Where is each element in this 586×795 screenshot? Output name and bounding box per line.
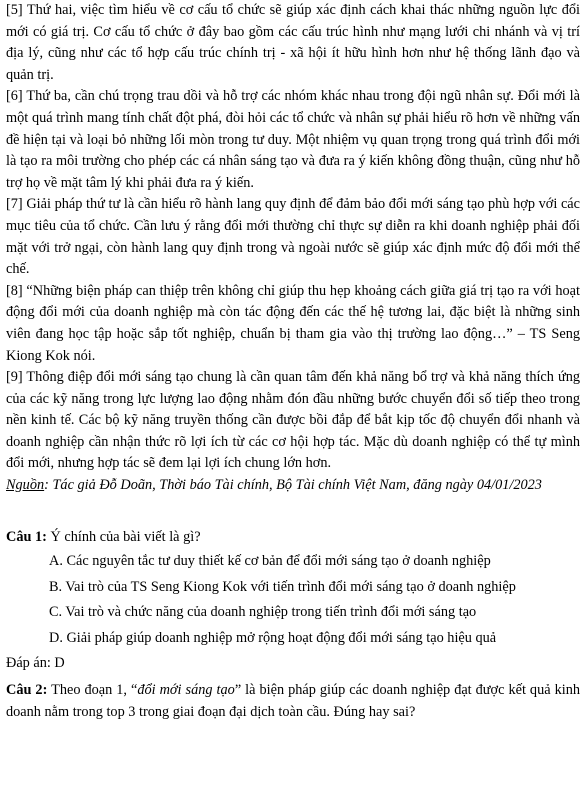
question-2-text-italic: đổi mới sáng tạo	[137, 682, 235, 699]
paragraph-8: [8] “Những biện pháp can thiệp trên không chỉ giúp thu hẹp khoảng cách giữa giá trị tạo ra với hoạt động đổi mới của doanh nghiệp mà còn tác động đến các thế hệ tương lai, đặc biệt là những sinh viên đang học tập hoặc sắp tốt nghiệp, chuẩn bị tham gia vào thị trường lao động…” – TS Seng Kiong Kok nói.	[6, 282, 580, 364]
spacer	[6, 497, 580, 527]
option-a: A. Các nguyên tắc tư duy thiết kế cơ bản để đổi mới sáng tạo ở doanh nghiệp	[49, 553, 491, 570]
question-2-label: Câu 2:	[6, 682, 48, 699]
question-1	[6, 527, 580, 549]
question-1-options	[6, 551, 580, 649]
option-d: D. Giải pháp giúp doanh nghiệp mở rộng hoạt động đổi mới sáng tạo hiệu quả	[49, 630, 497, 647]
paragraph-9: [9] Thông điệp đổi mới sáng tạo chung là cần quan tâm đến khả năng bổ trợ và khả năng thích ứng của các kỹ năng trong lực lượng lao động nhằm đón đầu những bước chuyển đổi số tiếp theo trong nền kinh tế. Các bộ kỹ năng truyền thống cần được bồi đắp để bắt kịp tốc độ chuyển đổi nhanh và doanh nghiệp cần nhận thức rõ lợi ích từ các cơ hội hợp tác. Mặc dù doanh nghiệp có thể tự mình đổi mới, nhưng hợp tác sẽ đem lại lợi ích chung lớn hơn.	[6, 369, 580, 472]
question-1-label: Câu 1:	[6, 528, 47, 545]
source-citation	[6, 475, 580, 497]
paragraph-5: [5] Thứ hai, việc tìm hiểu về cơ cấu tổ chức sẽ giúp xác định cách khai thác những nguồn lực đổi mới có giá trị. Cơ cấu tổ chức ở đây bao gồm các cấu trúc hình như mạng lưới chi nhánh và vị trí địa lý, cũng như các tổ hợp cấu trúc chính trị - xã hội ít hữu hình hơn như hệ thống lãnh đạo và quản trị.	[6, 2, 580, 83]
paragraph-6: [6] Thứ ba, cần chú trọng trau dồi và hỗ trợ các nhóm khác nhau trong đội ngũ nhân sự. Đổi mới là một quá trình mang tính chất đột phá, đòi hỏi các tổ chức và nhân sự phải hiểu rõ hơn về những vấn đề hiện tại và loại bỏ những lối mòn trong tư duy. Một nhiệm vụ quan trọng trong quá trình đổi mới là tạo ra môi trường cho phép các cá nhân sáng tạo và đưa ra ý kiến không đồng thuận, cũng như hỗ trợ họ về mặt tâm lý khi phải đưa ra ý kiến.	[6, 88, 580, 191]
question-2-text-after: ” là biện pháp giúp các doanh nghiệp đạt được kết quả kinh doanh nằm trong top 3 trong giai đoạn đại dịch toàn cầu. Đúng hay sai?	[6, 682, 580, 720]
option-c: C. Vai trò và chức năng của doanh nghiệp trong tiến trình đổi mới sáng tạo	[49, 604, 477, 621]
question-2-text-before: Theo đoạn 1, “	[47, 682, 138, 699]
option-b: B. Vai trò của TS Seng Kiong Kok với tiến trình đổi mới sáng tạo ở doanh nghiệp	[49, 578, 516, 595]
source-label: Nguồn	[6, 477, 45, 494]
question-1-answer: Đáp án: D	[6, 654, 65, 671]
paragraph-7: [7] Giải pháp thứ tư là cần hiểu rõ hành lang quy định để đảm bảo đổi mới sáng tạo phù hợp với các mục tiêu của tổ chức. Cần lưu ý rằng đổi mới thường chỉ thực sự diễn ra khi doanh nghiệp phải đối mặt với trở ngại, còn hành lang quy định trong và ngoài nước sẽ giúp xác định mức độ đổi mới thể chế.	[6, 196, 580, 278]
question-2	[6, 680, 580, 723]
question-1-text: Ý chính của bài viết là gì?	[46, 528, 201, 545]
source-text: : Tác giả Đỗ Doãn, Thời báo Tài chính, Bộ Tài chính Việt Nam, đăng ngày 04/01/2023	[44, 477, 542, 494]
